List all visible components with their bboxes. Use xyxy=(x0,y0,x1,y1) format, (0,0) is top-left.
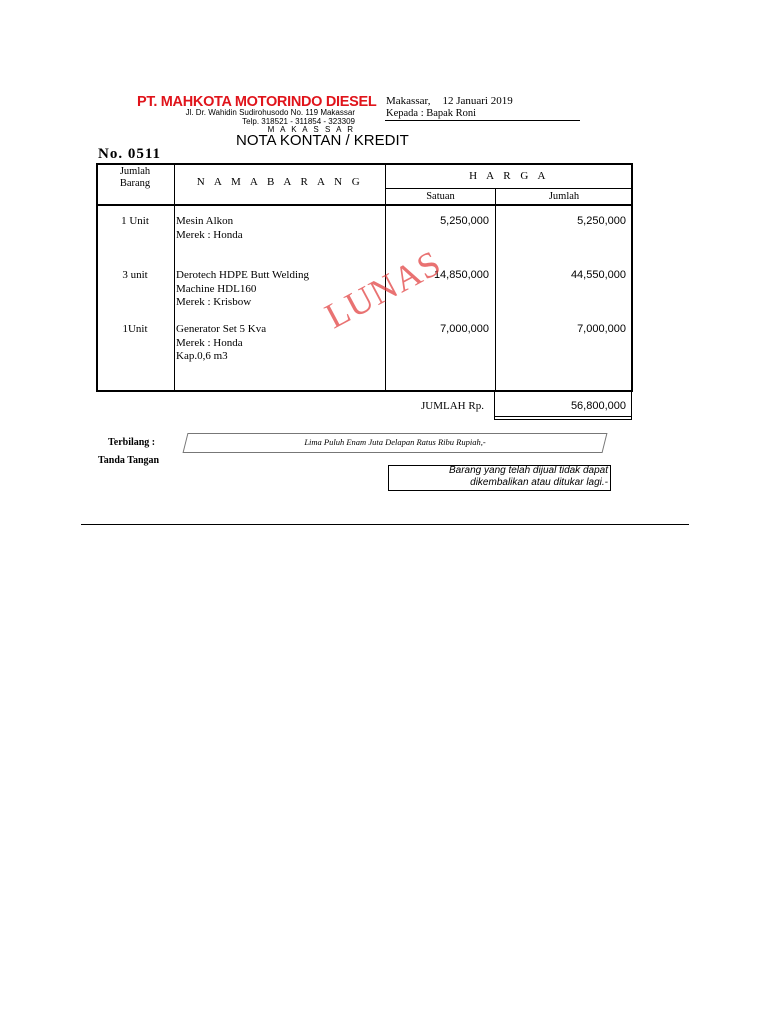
row-2-unit-price: 14,850,000 xyxy=(433,269,489,281)
row-3-unit-price: 7,000,000 xyxy=(440,323,489,335)
total-cell-bottom xyxy=(494,416,632,417)
col-item-header: N A M A B A R A N G xyxy=(196,176,364,188)
recipient-underline xyxy=(385,120,580,121)
row-1-qty: 1 Unit xyxy=(121,215,149,227)
company-name: PT. MAHKOTA MOTORINDO DIESEL xyxy=(137,94,377,110)
place-date xyxy=(386,95,513,107)
row-2-detail: Merek : Krisbow xyxy=(176,296,252,308)
paid-stamp: LUNAS xyxy=(318,242,448,337)
company-city: M A K A S S A R xyxy=(267,125,355,134)
table-header-divider xyxy=(385,188,632,189)
row-2-name: Derotech HDPE Butt Welding xyxy=(176,269,310,281)
row-3-name: Generator Set 5 Kva xyxy=(176,323,267,335)
total-cell-left xyxy=(494,392,495,419)
row-1-total: 5,250,000 xyxy=(577,215,626,227)
col-qty-header: Jumlah Barang xyxy=(119,166,151,189)
total-cell-bottom-2 xyxy=(494,419,632,420)
recipient: Kepada : Bapak Roni xyxy=(386,108,477,119)
document-number: No. 0511 xyxy=(98,146,162,162)
table-divider-qty xyxy=(174,163,175,392)
company-phone: Telp. 318521 - 311854 - 323309 xyxy=(242,117,355,126)
row-1-detail: Merek : Honda xyxy=(176,229,243,241)
row-3-detail: Kap.0,6 m3 xyxy=(176,350,228,362)
total-cell-right xyxy=(631,392,632,419)
amount-words: Lima Puluh Enam Juta Delapan Ratus Ribu Rupiah,- xyxy=(304,437,486,447)
total-value: 56,800,000 xyxy=(570,400,626,412)
col-unit-header: Satuan xyxy=(426,191,455,202)
row-2-detail: Machine HDL160 xyxy=(176,283,257,295)
col-price-header: H A R G A xyxy=(469,170,549,182)
row-1-name: Mesin Alkon xyxy=(176,215,234,227)
table-body-divider xyxy=(97,204,632,206)
notice-line-2: dikembalikan atau ditukar lagi.- xyxy=(470,477,608,488)
col-total-header: Jumlah xyxy=(548,191,580,202)
place: Makassar, xyxy=(386,95,431,107)
total-label: JUMLAH Rp. xyxy=(421,400,484,412)
row-3-qty: 1Unit xyxy=(122,323,148,335)
amount-words-label: Terbilang : xyxy=(108,437,156,448)
signature-label: Tanda Tangan xyxy=(98,455,160,466)
row-1-unit-price: 5,250,000 xyxy=(440,215,489,227)
row-3-total: 7,000,000 xyxy=(577,323,626,335)
notice-line-1: Barang yang telah dijual tidak dapat xyxy=(448,465,608,476)
row-2-qty: 3 unit xyxy=(122,269,148,281)
row-3-detail: Merek : Honda xyxy=(176,337,243,349)
page-separator xyxy=(81,524,689,525)
document-title: NOTA KONTAN / KREDIT xyxy=(236,132,409,149)
row-2-total: 44,550,000 xyxy=(570,269,626,281)
company-address: Jl. Dr. Wahidin Sudirohusodo No. 119 Makassar xyxy=(185,108,355,117)
table-divider-price xyxy=(495,188,496,392)
date: 12 Januari 2019 xyxy=(442,95,513,107)
